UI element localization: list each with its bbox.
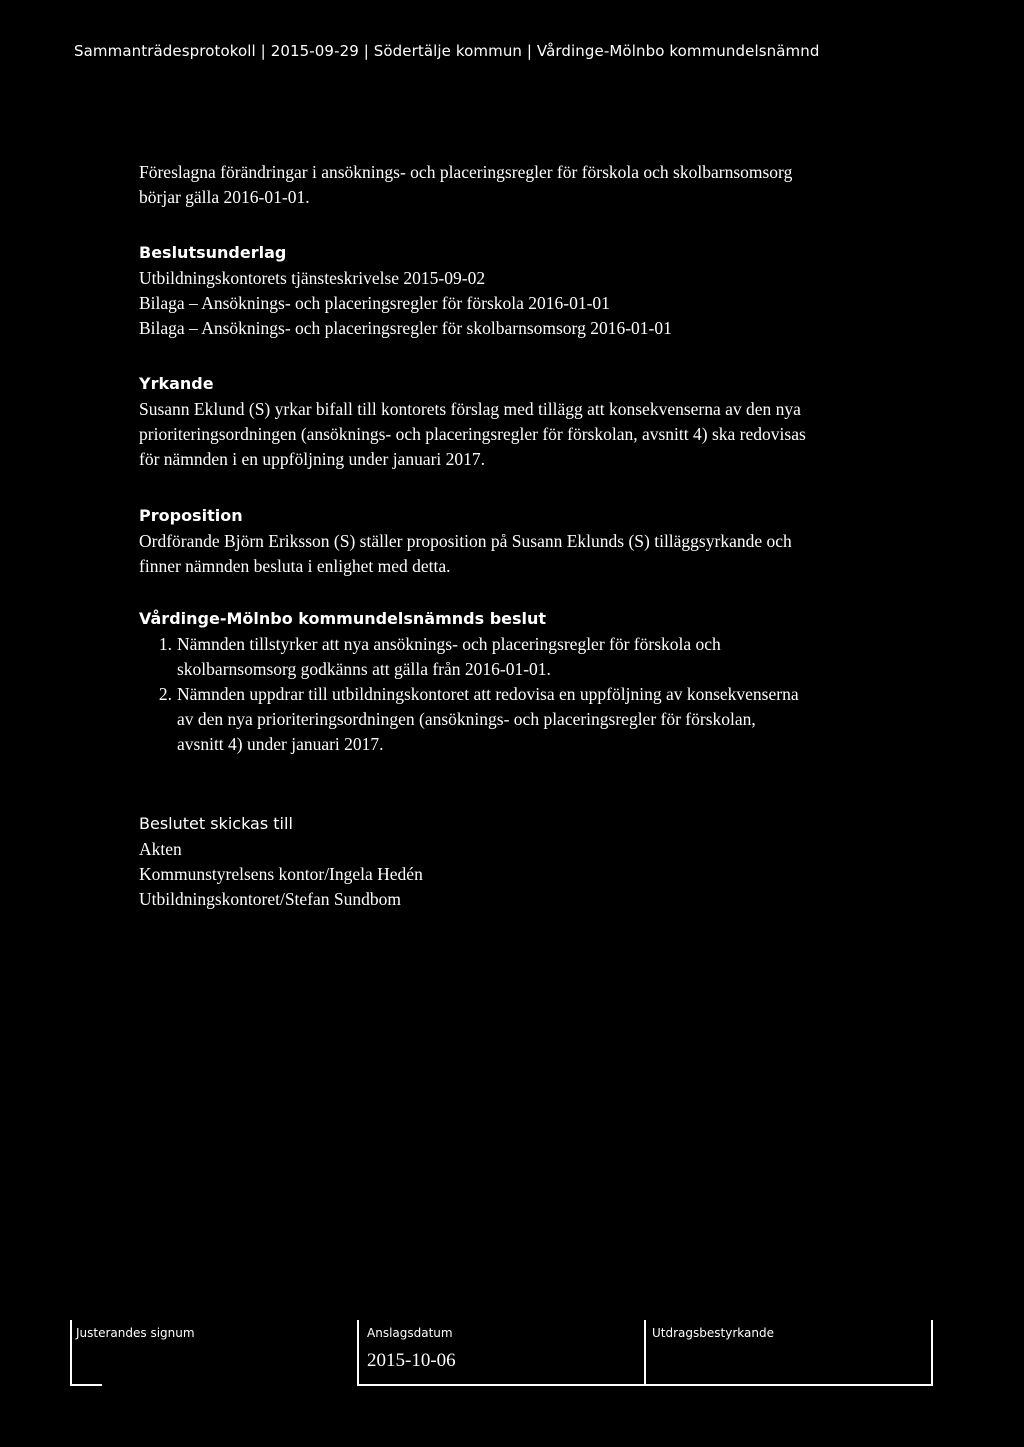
intro-line-2: börjar gälla 2016-01-01. (139, 187, 310, 207)
anslagsdatum-value: 2015-10-06 (367, 1350, 456, 1371)
proposition-line-1: Ordförande Björn Eriksson (S) ställer proposition på Susann Eklunds (S) tilläggsyrkande och (139, 531, 792, 551)
yrkande-line-1: Susann Eklund (S) yrkar bifall till kontorets förslag med tillägg att konsekvenserna av den nya (139, 399, 801, 419)
beslutsunderlag-item-1: Utbildningskontorets tjänsteskrivelse 2015-09-02 (139, 268, 486, 288)
beslut-item-1 (139, 632, 939, 682)
skickas-heading: Beslutet skickas till (139, 814, 293, 833)
footer-divider-1 (357, 1320, 359, 1386)
skickas-recipient-1: Akten (139, 839, 182, 859)
beslut-item-2-line-2: av den nya prioriteringsordningen (ansöknings- och placeringsregler för förskolan, (177, 709, 756, 729)
footer-divider-2 (644, 1320, 646, 1386)
justerandes-signum-label: Justerandes signum (76, 1326, 195, 1340)
intro-paragraph (139, 160, 939, 210)
footer-right-border (931, 1320, 933, 1386)
skickas-section (139, 811, 939, 912)
footer-left-border (70, 1320, 72, 1386)
beslutsunderlag-section (139, 240, 939, 341)
beslutsunderlag-heading: Beslutsunderlag (139, 243, 287, 262)
beslut-item-2 (139, 682, 939, 757)
skickas-recipient-2: Kommunstyrelsens kontor/Ingela Hedén (139, 864, 423, 884)
beslut-list (139, 632, 939, 757)
beslut-item-1-line-1: Nämnden tillstyrker att nya ansöknings- och placeringsregler för förskola och (177, 634, 721, 654)
beslutsunderlag-item-3: Bilaga – Ansöknings- och placeringsregler för skolbarnsomsorg 2016-01-01 (139, 318, 672, 338)
yrkande-section (139, 371, 939, 472)
beslut-item-2-line-3: avsnitt 4) under januari 2017. (177, 734, 384, 754)
yrkande-line-2: prioriteringsordningen (ansöknings- och placeringsregler för förskolan, avsnitt 4) ska redovisas (139, 424, 806, 444)
footer-left-bottom-stub (70, 1384, 102, 1386)
utdragsbestyrkande-label: Utdragsbestyrkande (652, 1326, 774, 1340)
beslut-item-2-number: 2. (158, 684, 172, 704)
beslut-item-2-line-1: Nämnden uppdrar till utbildningskontoret att redovisa en uppföljning av konsekvenserna (177, 684, 799, 704)
proposition-line-2: finner nämnden besluta i enlighet med detta. (139, 556, 451, 576)
yrkande-heading: Yrkande (139, 374, 214, 393)
footer-bottom-line-1 (357, 1384, 646, 1386)
page-header: Sammanträdesprotokoll | 2015-09-29 | Södertälje kommun | Vårdinge-Mölnbo kommundelsnämnd (74, 42, 820, 60)
yrkande-line-3: för nämnden i en uppföljning under januari 2017. (139, 449, 486, 469)
beslut-item-1-line-2: skolbarnsomsorg godkänns att gälla från 2016-01-01. (177, 659, 551, 679)
beslut-heading: Vårdinge-Mölnbo kommundelsnämnds beslut (139, 609, 547, 628)
beslut-item-1-number: 1. (158, 634, 172, 654)
intro-line-1: Föreslagna förändringar i ansöknings- och placeringsregler för förskola och skolbarnsomsorg (139, 162, 793, 182)
beslutsunderlag-item-2: Bilaga – Ansöknings- och placeringsregler för förskola 2016-01-01 (139, 293, 610, 313)
proposition-section (139, 503, 939, 579)
proposition-heading: Proposition (139, 506, 243, 525)
skickas-recipient-3: Utbildningskontoret/Stefan Sundbom (139, 889, 402, 909)
beslut-section (139, 606, 939, 757)
footer-bottom-line-2 (644, 1384, 933, 1386)
anslagsdatum-label: Anslagsdatum (367, 1326, 453, 1340)
